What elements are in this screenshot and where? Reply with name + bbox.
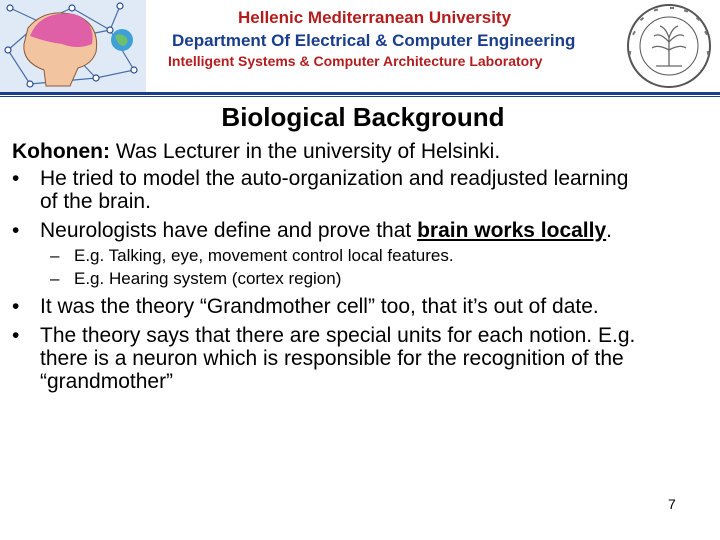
bullet-2-text: Neurologists have define and prove that [40,219,418,242]
bullet-1-line-1: He tried to model the auto-organization and readjusted learning [40,167,629,190]
page-number: 7 [668,496,676,512]
bullet-marker: • [12,219,20,242]
bullet-1-line-2: of the brain. [40,190,151,213]
bullet-marker: • [12,324,20,347]
slide-header [0,0,720,95]
department-name: Department Of Electrical & Computer Engineering [172,31,576,50]
bullet-4-line-3: “grandmother” [40,370,174,393]
bullet-4-line-1: The theory says that there are special units for each notion. E.g. [40,324,636,347]
intro-label: Kohonen: [12,140,110,163]
university-name: Hellenic Mediterranean University [238,8,512,27]
bullet-marker: • [12,167,20,190]
university-seal [620,2,718,90]
header-divider [0,92,720,95]
sub-bullet-marker: – [50,246,60,265]
bullet-2-period: . [606,219,612,242]
bullet-3-line-1: It was the theory “Grandmother cell” too, that it’s out of date. [40,295,599,318]
laboratory-name: Intelligent Systems & Computer Architecture Laboratory [168,53,543,69]
bullet-2-emphasis: brain works locally [417,219,607,242]
sub-bullet-marker: – [50,269,60,288]
brain-network-logo [0,0,146,92]
slide-title: Biological Background [221,102,505,132]
header-divider-thin [0,96,720,97]
intro-text: Was Lecturer in the university of Helsinki. [109,140,501,163]
bullet-marker: • [12,295,20,318]
intro-line [12,140,500,163]
sub-bullet-2: E.g. Hearing system (cortex region) [74,269,342,288]
bullet-2-line [40,219,612,242]
bullet-4-line-2: there is a neuron which is responsible for the recognition of the [40,347,624,370]
sub-bullet-1: E.g. Talking, eye, movement control local features. [74,246,454,265]
